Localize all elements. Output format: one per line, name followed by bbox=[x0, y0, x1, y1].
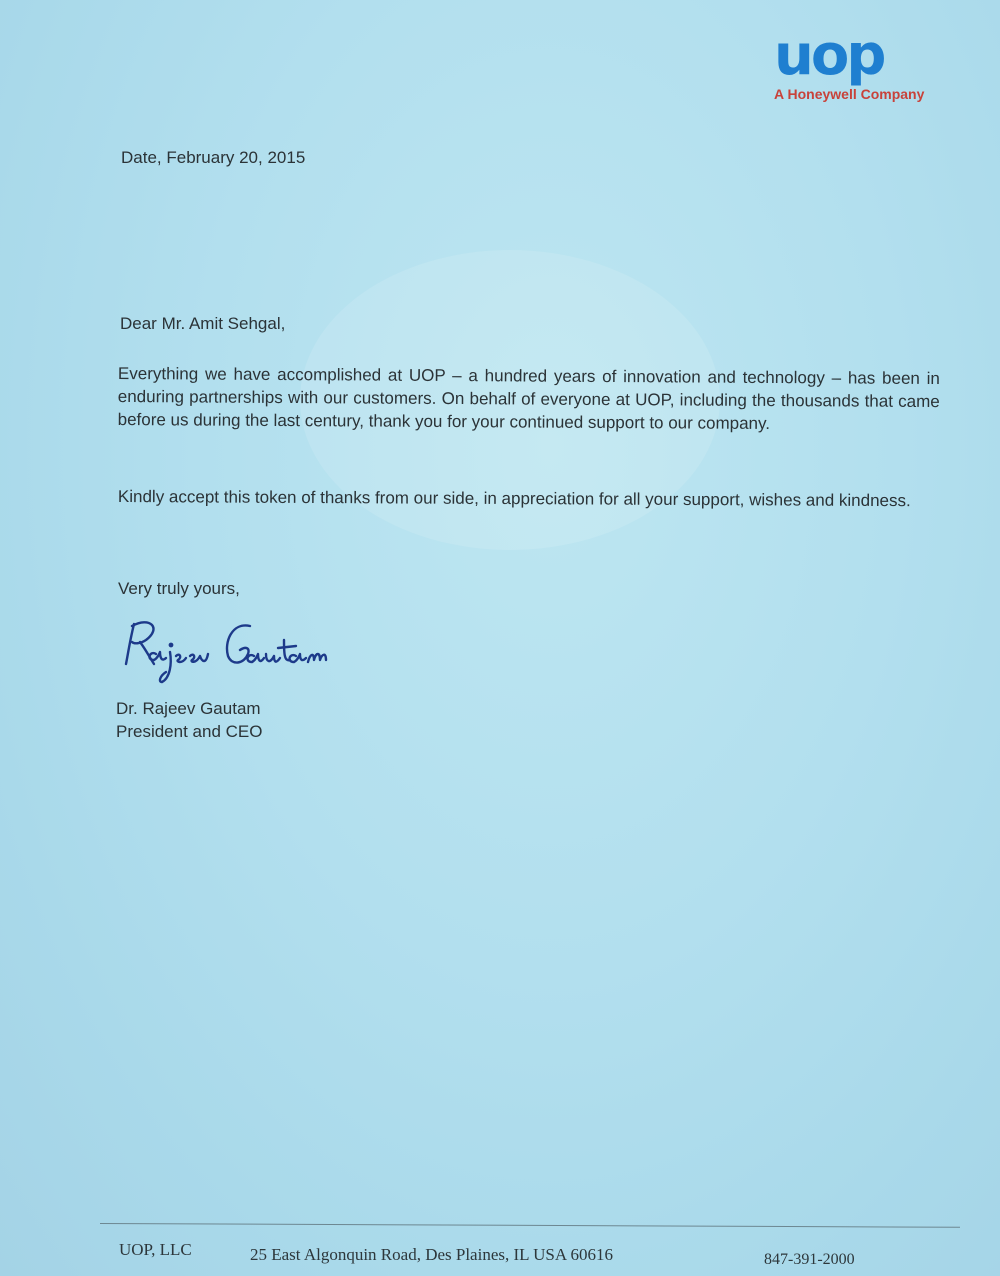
logo-tagline: A Honeywell Company bbox=[774, 86, 925, 102]
footer-address: 25 East Algonquin Road, Des Plaines, IL USA 60616 bbox=[250, 1245, 613, 1264]
letter-paragraph-1: Everything we have accomplished at UOP – a hundred years of innovation and technology – has been in enduring partnerships with our customers. On behalf of everyone at UOP, including the thousands that came before us during the last century, thank you for your continued support to our company. bbox=[117, 363, 940, 433]
signer-title: President and CEO bbox=[116, 722, 263, 741]
letter-salutation: Dear Mr. Amit Sehgal, bbox=[120, 314, 286, 333]
footer-divider bbox=[100, 1223, 960, 1228]
letter-paragraph-2: Kindly accept this token of thanks from our side, in appreciation for all your support, wishes and kindness. bbox=[117, 486, 911, 511]
footer-phone: 847-391-2000 bbox=[764, 1251, 855, 1268]
letter-date: Date, February 20, 2015 bbox=[121, 148, 306, 167]
uop-logo bbox=[774, 23, 954, 108]
letter-closing: Very truly yours, bbox=[118, 579, 240, 598]
signer-name: Dr. Rajeev Gautam bbox=[116, 699, 261, 718]
handwritten-signature bbox=[120, 612, 330, 687]
footer-company: UOP, LLC bbox=[119, 1240, 192, 1259]
logo-wordmark: uop bbox=[774, 23, 884, 88]
